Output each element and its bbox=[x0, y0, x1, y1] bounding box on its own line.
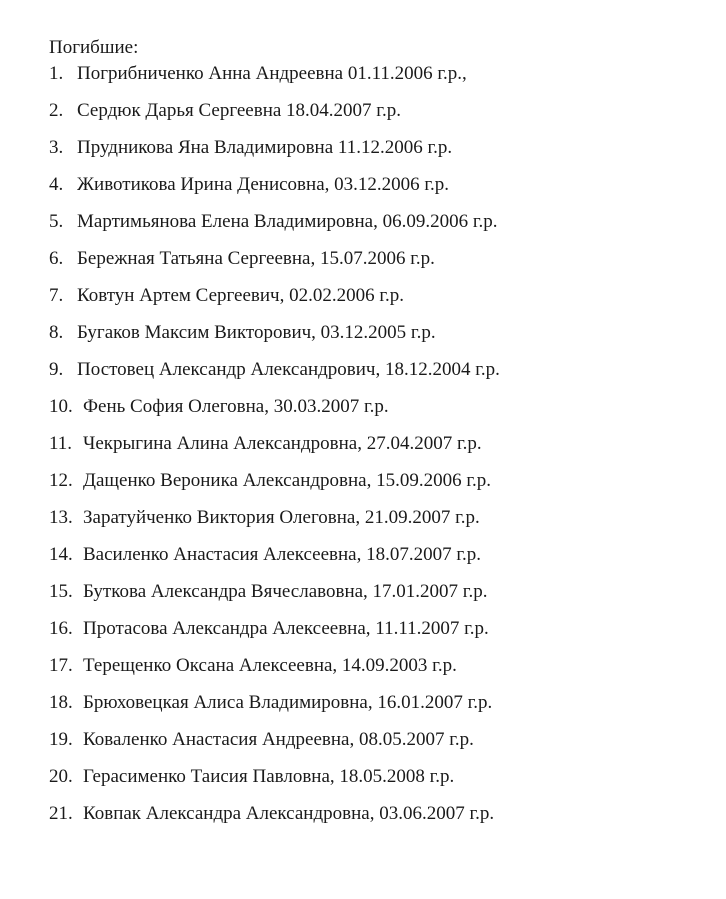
item-text: Постовец Александр Александрович, 18.12.2004 г.р. bbox=[77, 359, 500, 380]
victims-list bbox=[49, 63, 709, 840]
list-item bbox=[49, 692, 709, 729]
list-item bbox=[49, 211, 709, 248]
item-number: 16. bbox=[49, 618, 73, 639]
list-item bbox=[49, 322, 709, 359]
item-number: 20. bbox=[49, 766, 73, 787]
list-heading: Погибшие: bbox=[49, 37, 139, 58]
list-item bbox=[49, 100, 709, 137]
item-text: Коваленко Анастасия Андреевна, 08.05.2007 г.р. bbox=[83, 729, 474, 750]
list-item bbox=[49, 655, 709, 692]
list-item bbox=[49, 618, 709, 655]
item-text: Герасименко Таисия Павловна, 18.05.2008 г.р. bbox=[83, 766, 455, 787]
item-text: Брюховецкая Алиса Владимировна, 16.01.2007 г.р. bbox=[83, 692, 493, 713]
document-body bbox=[49, 37, 709, 840]
item-number: 8. bbox=[49, 322, 64, 343]
item-number: 11. bbox=[49, 433, 73, 454]
item-text: Василенко Анастасия Алексеевна, 18.07.2007 г.р. bbox=[83, 544, 482, 565]
item-number: 3. bbox=[49, 137, 64, 158]
item-text: Сердюк Дарья Сергеевна 18.04.2007 г.р. bbox=[77, 100, 401, 121]
list-item bbox=[49, 433, 709, 470]
item-number: 18. bbox=[49, 692, 73, 713]
item-text: Бережная Татьяна Сергеевна, 15.07.2006 г.р. bbox=[77, 248, 435, 269]
item-text: Буткова Александра Вячеславовна, 17.01.2007 г.р. bbox=[83, 581, 488, 602]
item-number: 10. bbox=[49, 396, 73, 417]
item-text: Мартимьянова Елена Владимировна, 06.09.2006 г.р. bbox=[77, 211, 498, 232]
list-item bbox=[49, 63, 709, 100]
item-text: Заратуйченко Виктория Олеговна, 21.09.2007 г.р. bbox=[83, 507, 480, 528]
item-number: 4. bbox=[49, 174, 64, 195]
list-item bbox=[49, 729, 709, 766]
item-number: 9. bbox=[49, 359, 64, 380]
item-number: 15. bbox=[49, 581, 73, 602]
item-number: 19. bbox=[49, 729, 73, 750]
item-text: Животикова Ирина Денисовна, 03.12.2006 г.р. bbox=[77, 174, 450, 195]
item-text: Терещенко Оксана Алексеевна, 14.09.2003 г.р. bbox=[83, 655, 457, 676]
list-item bbox=[49, 766, 709, 803]
item-number: 6. bbox=[49, 248, 64, 269]
list-item bbox=[49, 285, 709, 322]
list-item bbox=[49, 248, 709, 285]
item-number: 14. bbox=[49, 544, 73, 565]
list-item bbox=[49, 359, 709, 396]
item-text: Погрибниченко Анна Андреевна 01.11.2006 г.р., bbox=[77, 63, 467, 84]
item-text: Прудникова Яна Владимировна 11.12.2006 г.р. bbox=[77, 137, 453, 158]
item-text: Ковпак Александра Александровна, 03.06.2007 г.р. bbox=[83, 803, 495, 824]
list-item bbox=[49, 803, 709, 840]
item-number: 1. bbox=[49, 63, 64, 84]
item-number: 21. bbox=[49, 803, 73, 824]
item-text: Чекрыгина Алина Александровна, 27.04.2007 г.р. bbox=[83, 433, 482, 454]
item-number: 17. bbox=[49, 655, 73, 676]
list-item bbox=[49, 137, 709, 174]
item-number: 12. bbox=[49, 470, 73, 491]
list-item bbox=[49, 470, 709, 507]
item-text: Фень София Олеговна, 30.03.2007 г.р. bbox=[83, 396, 389, 417]
item-number: 7. bbox=[49, 285, 64, 306]
list-item bbox=[49, 544, 709, 581]
list-item bbox=[49, 507, 709, 544]
item-number: 13. bbox=[49, 507, 73, 528]
list-item bbox=[49, 174, 709, 211]
item-text: Бугаков Максим Викторович, 03.12.2005 г.р. bbox=[77, 322, 436, 343]
item-text: Протасова Александра Алексеевна, 11.11.2007 г.р. bbox=[83, 618, 489, 639]
item-text: Ковтун Артем Сергеевич, 02.02.2006 г.р. bbox=[77, 285, 405, 306]
list-item bbox=[49, 396, 709, 433]
item-number: 5. bbox=[49, 211, 64, 232]
item-number: 2. bbox=[49, 100, 64, 121]
item-text: Дащенко Вероника Александровна, 15.09.2006 г.р. bbox=[83, 470, 492, 491]
list-item bbox=[49, 581, 709, 618]
